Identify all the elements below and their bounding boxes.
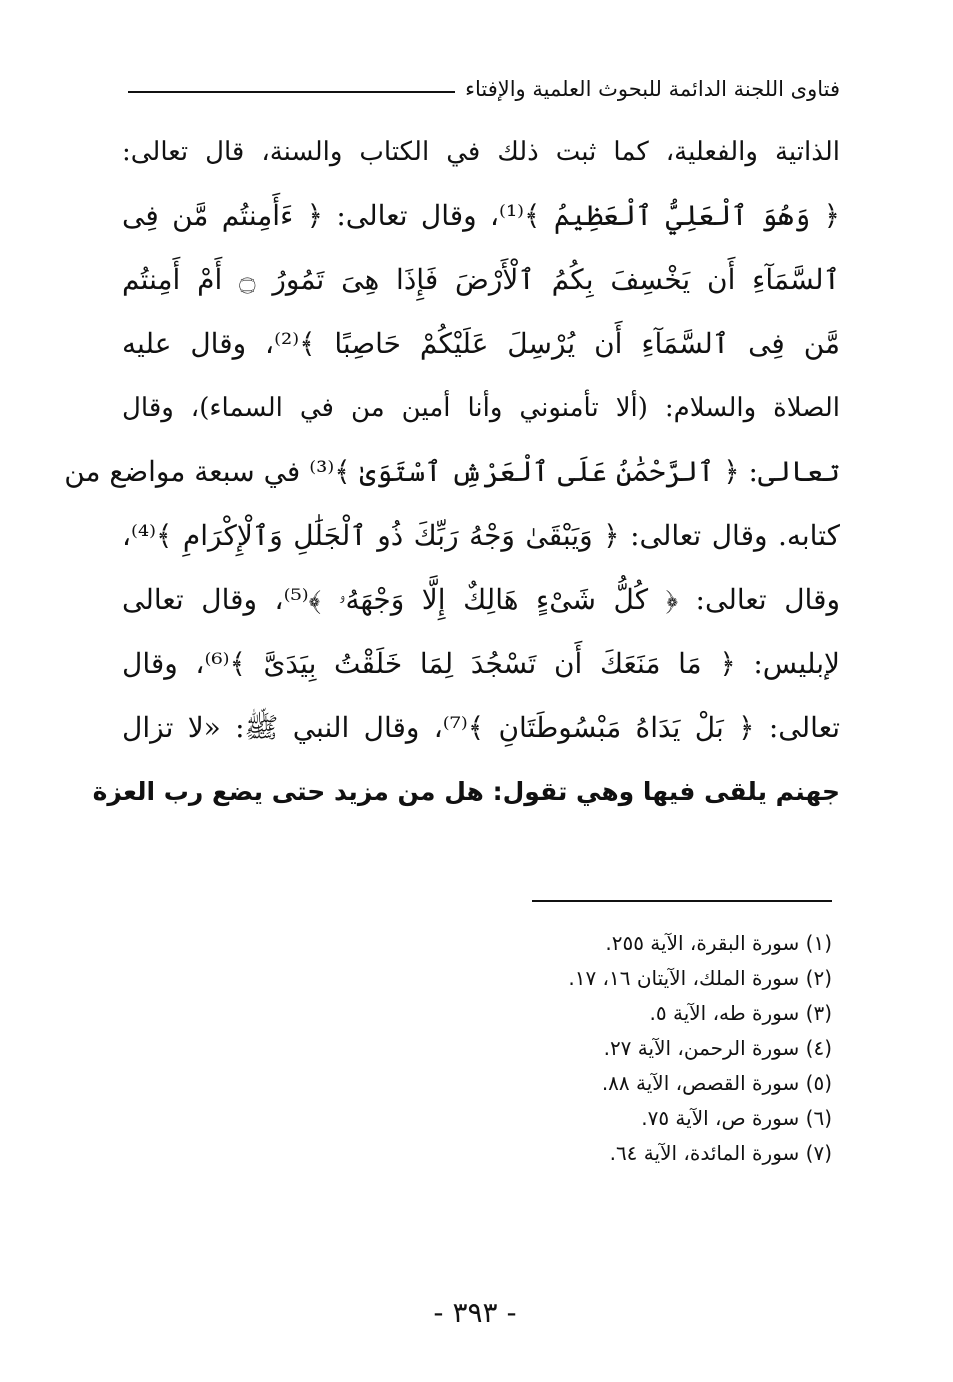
- body-line: تعالى: ﴿ ٱلرَّحْمَٰنُ عَلَى ٱلْعَرْشِ ٱسْتَوَىٰ ﴾⁽³⁾ في سبعة مواضع من: [64, 455, 840, 488]
- body-line: كتابه. وقال تعالى: ﴿ وَيَبْقَىٰ وَجْهُ رَبِّكَ ذُو ٱلْجَلَٰلِ وَٱلْإِكْرَامِ ﴾⁽⁴⁾،: [122, 519, 840, 552]
- footnote-7: (٧) سورة المائدة، الآية ٦٤.: [609, 1141, 832, 1165]
- header-title: فتاوى اللجنة الدائمة للبحوث العلمية والإفتاء: [465, 77, 840, 101]
- page-number: - ٣٩٣ -: [433, 1296, 517, 1329]
- header-rule: [128, 91, 455, 93]
- footnote-6: (٦) سورة ص، الآية ٧٥.: [641, 1106, 832, 1130]
- body-line: الصلاة والسلام: (ألا تأمنوني وأنا أمين من في السماء)، وقال: [122, 393, 840, 423]
- footnote-5: (٥) سورة القصص، الآية ٨٨.: [601, 1071, 832, 1095]
- body-line: لإبليس: ﴿ مَا مَنَعَكَ أَن تَسْجُدَ لِمَا خَلَقْتُ بِيَدَىَّ ﴾⁽⁶⁾، وقال: [122, 647, 840, 680]
- body-line: الذاتية والفعلية، كما ثبت ذلك في الكتاب والسنة، قال تعالى:: [122, 137, 840, 167]
- body-line: جهنم يلقى فيها وهي تقول: هل من مزيد حتى يضع رب العزة: [92, 777, 840, 806]
- footnotes: [460, 926, 832, 1171]
- footnote-4: (٤) سورة الرحمن، الآية ٢٧.: [603, 1036, 832, 1060]
- footnote-3: (٣) سورة طه، الآية ٥.: [649, 1001, 832, 1025]
- body-line: ٱلسَّمَآءِ أَن يَخْسِفَ بِكُمُ ٱلْأَرْضَ فَإِذَا هِىَ تَمُورُ ۝ أَمْ أَمِنتُم: [122, 263, 840, 296]
- body-line: مَّن فِى ٱلسَّمَآءِ أَن يُرْسِلَ عَلَيْكُمْ حَاصِبًا ﴾⁽²⁾، وقال عليه: [122, 327, 841, 360]
- running-header: [128, 66, 840, 102]
- body-line: تعالى: ﴿ بَلْ يَدَاهُ مَبْسُوطَتَانِ ﴾⁽⁷⁾، وقال النبي ﷺ: «لا تزال: [122, 711, 840, 744]
- footnote-2: (٢) سورة الملك، الآيتان ١٦، ١٧.: [568, 966, 832, 990]
- footnote-divider: [532, 900, 832, 902]
- footnote-1: (١) سورة البقرة، الآية ٢٥٥.: [605, 931, 832, 955]
- body-line: ﴿ وَهُوَ ٱلْعَلِيُّ ٱلْعَظِيمُ ﴾⁽¹⁾، وقال تعالى: ﴿ ءَأَمِنتُم مَّن فِى: [122, 199, 841, 232]
- body-text: [64, 120, 841, 824]
- body-line: وقال تعالى: ﴿ كُلُّ شَىْءٍ هَالِكٌ إِلَّا وَجْهَهُۥ ﴾⁽⁵⁾، وقال تعالى: [122, 583, 840, 616]
